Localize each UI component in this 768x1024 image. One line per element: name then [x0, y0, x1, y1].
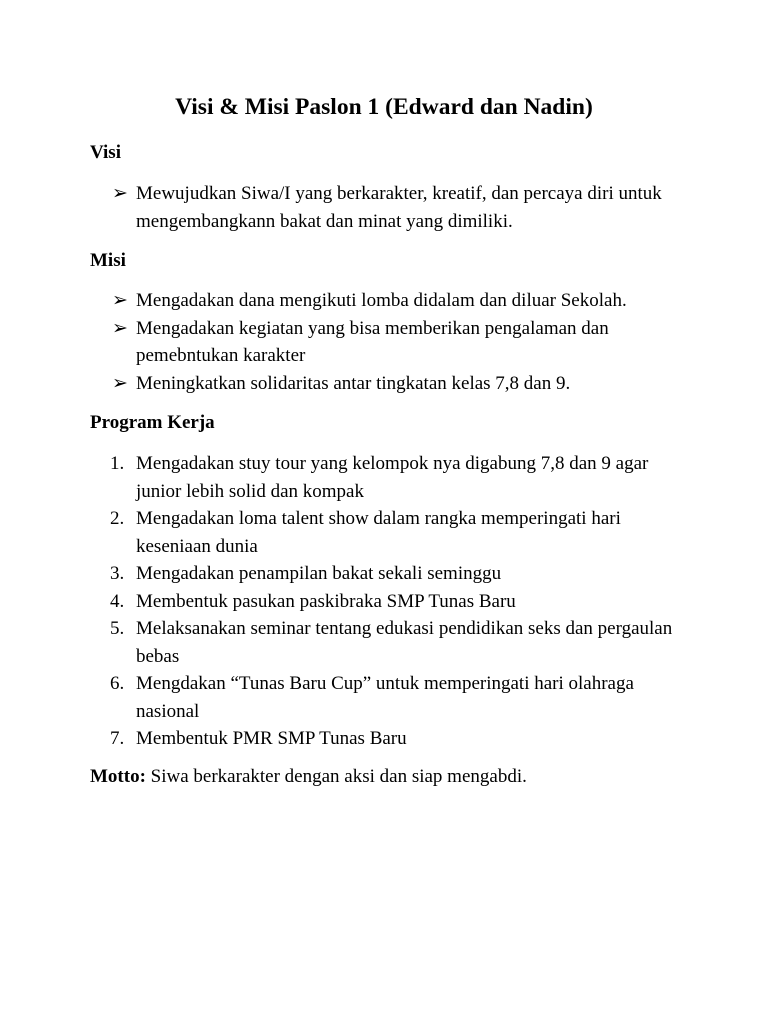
list-item	[90, 505, 690, 560]
motto-label: Motto:	[90, 766, 146, 787]
list-item	[90, 588, 690, 616]
program-item-text: Mengadakan stuy tour yang kelompok nya digabung 7,8 dan 9 agar junior lebih solid dan kompak	[136, 453, 649, 502]
program-item-text: Mengadakan penampilan bakat sekali seminggu	[136, 563, 502, 584]
program-item-text: Melaksanakan seminar tentang edukasi pendidikan seks dan pergaulan bebas	[136, 618, 673, 667]
motto-line	[90, 766, 527, 788]
list-item	[90, 670, 690, 725]
list-item	[90, 725, 690, 753]
visi-list	[90, 180, 690, 235]
visi-heading: Visi	[90, 142, 121, 163]
page-title: Visi & Misi Paslon 1 (Edward dan Nadin)	[175, 94, 593, 120]
arrow-bullet-icon: ➢	[112, 317, 128, 339]
list-item	[90, 370, 690, 398]
list-number: 2.	[110, 508, 125, 529]
list-item	[90, 615, 690, 670]
program-item-text: Mengadakan loma talent show dalam rangka memperingati hari keseniaan dunia	[136, 508, 621, 557]
list-number: 7.	[110, 728, 125, 749]
misi-item-text: Mengadakan kegiatan yang bisa memberikan pengalaman dan pemebntukan karakter	[136, 317, 609, 366]
arrow-bullet-icon: ➢	[112, 183, 128, 204]
list-number: 4.	[110, 590, 125, 612]
program-item-text: Mengdakan “Tunas Baru Cup” untuk memperingati hari olahraga nasional	[136, 673, 634, 722]
list-item	[90, 450, 690, 505]
list-item	[90, 287, 690, 315]
list-number: 3.	[110, 563, 125, 584]
arrow-bullet-icon: ➢	[112, 372, 128, 394]
program-kerja-heading: Program Kerja	[90, 412, 215, 433]
misi-heading: Misi	[90, 250, 126, 271]
program-item-text: Membentuk PMR SMP Tunas Baru	[136, 728, 407, 749]
arrow-bullet-icon: ➢	[112, 290, 128, 311]
misi-list	[90, 287, 690, 397]
list-item	[90, 560, 690, 588]
motto-text: Siwa berkarakter dengan aksi dan siap mengabdi.	[145, 766, 527, 787]
visi-item-text: Mewujudkan Siwa/I yang berkarakter, kreatif, dan percaya diri untuk mengembangkann bakat dan minat yang dimiliki.	[136, 183, 662, 232]
program-item-text: Membentuk pasukan paskibraka SMP Tunas Baru	[136, 590, 516, 612]
list-number: 5.	[110, 618, 125, 639]
list-number: 1.	[110, 453, 125, 474]
program-kerja-list	[90, 450, 690, 753]
misi-item-text: Meningkatkan solidaritas antar tingkatan kelas 7,8 dan 9.	[136, 372, 571, 394]
misi-item-text: Mengadakan dana mengikuti lomba didalam dan diluar Sekolah.	[136, 290, 627, 311]
list-item	[90, 315, 690, 370]
list-item	[90, 180, 690, 235]
list-number: 6.	[110, 673, 125, 694]
